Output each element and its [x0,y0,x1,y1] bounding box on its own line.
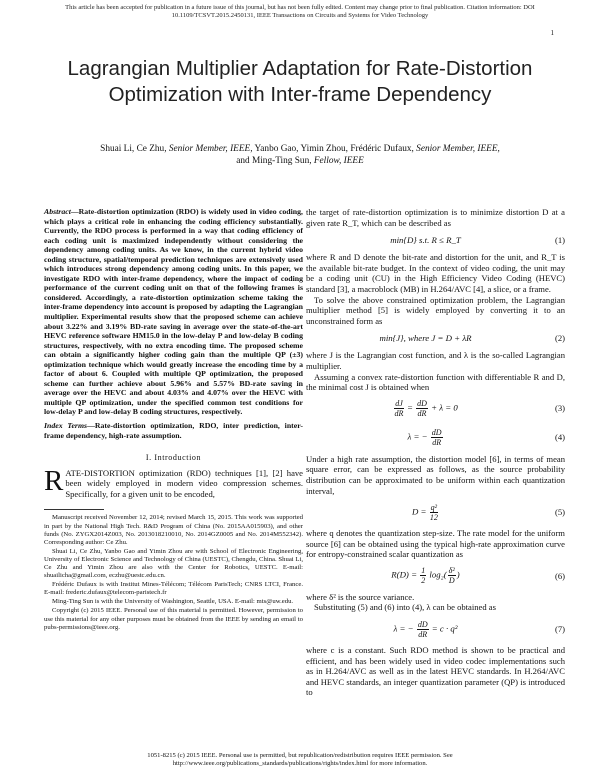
footnote: Ming-Ting Sun is with the University of Washington, Seattle, USA. E-mail: mts@uw.edu. [52,598,294,606]
equation-expression: min{D} s.t. R ≤ R_T [390,234,461,245]
equation-expression: $\frac{dJ}{dR}$ = $\frac{dD}{dR}$ + λ = 0 [394,399,458,419]
author-role-3: Fellow, IEEE [313,156,364,166]
equation-expression: min{J}, where J = D + λR [379,333,472,344]
equation-1 [306,231,565,249]
equation-number: (1) [554,234,565,245]
author-role-2: Senior Member, IEEE, [416,144,500,154]
footnote-rule [44,509,104,510]
equation-3 [306,396,565,422]
footnote: Shuai Li, Ce Zhu, Yanbo Gao and Yimin Zhou are with School of Electronic Engineering, University of Electronic Science and Technology of China (UESTC), Chengdu, China. Shuai Li, Ce Zhu and Yimin Zhou are also with the Center for Robotics, UESTC. E-mail: shuailicha@gmail.com, eczhu@uestc.edu.cn. [44,547,303,580]
introduction-text: ATE-DISTORTION optimization (RDO) techniques [1], [2] have been widely employed in modern video compression schemes. Specifically, for a given unit to be encoded, [65,467,303,499]
index-terms [44,421,303,440]
abstract [44,207,303,417]
copyright-footer: 1051-8215 (c) 2015 IEEE. Personal use is permitted, but republication/redistribution requires IEEE permission. See http://www.ieee.org/publications_standards/publications/rights/index.html for more information. [147,752,453,767]
right-column [306,207,565,698]
author-names-3: and Ming-Ting Sun, [236,156,312,166]
page-number: 1 [550,29,554,37]
introduction-paragraph [44,464,303,500]
equation-4 [306,425,565,451]
equation-2 [306,329,565,347]
abstract-label: Abstract [44,207,71,216]
section-heading-introduction: I. Introduction [145,453,202,463]
author-role-1: Senior Member, IEEE, [168,144,253,154]
paragraph: where q denotes the quantization step-size. The rate model for the uniform source [6] can be obtained using the typical high-rate approximation curve for entropy-constrained scalar quantization as [306,528,565,560]
left-column [44,207,303,633]
paragraph: Under a high rate assumption, the distortion model [6], in terms of mean square error, can be expressed as follows, as the source probability distribution can be approximated to be uniform within each quantization interval, [306,453,565,496]
paragraph: To solve the above constrained optimization problem, the Lagrangian multiplier method [5] is widely employed by converting it to an unconstrained form as [306,294,565,326]
author-names-2: Yanbo Gao, Yimin Zhou, Frédéric Dufaux, [254,144,414,154]
equation-expression: R(D) = $\frac{1}{2}$ log₂( $\frac{\text{δ²}}{D}$ ) [391,566,460,586]
equation-expression: λ = − $\frac{dD}{dR}$ = c · q² [393,619,458,639]
equation-7 [306,616,565,642]
equation-expression: D = $\frac{\text{q²}}{12}$ [411,502,438,522]
equation-number: (3) [554,403,565,414]
equation-number: (4) [554,432,565,443]
paper-title: Lagrangian Multiplier Adaptation for Rate-Distortion Optimization with Inter-frame Dependency [67,57,533,106]
equation-number: (2) [554,333,565,344]
author-list [60,143,540,167]
abstract-text: —Rate-distortion optimization (RDO) is widely used in video coding, which plays a critical role in enhancing the coding efficiency substantially. Currently, the RDO process is performed in a way that coding efficiency of each coding unit is maximized independently without considering the dependency among coding units. As we know, in the current hybrid video coding structure, spatial/temporal prediction techniques are extensively used which introduces strong dependency among coding units. In this paper, we investigate RDO with inter-frame dependency, where the impact of coding performance of the current coding unit on that of the following frames is considered. Accordingly, a rate-distortion optimization scheme taking the inter-frame dependency into account is proposed by adapting the Lagrangian multiplier. Experimental results show that the proposed scheme can achieve about 3.22% and 3.19% BD-rate saving in average over the state-of-the-art HEVC reference software HM15.0 in the low-delay P and low-delay B coding structures, respectively, with no extra encoding time. The proposed scheme can obtain a significantly higher coding gain than the multiple QP (±3) optimization technique which would greatly increase the encoding time by a factor of about 6. Coupled with multiple QP optimization, the proposed scheme can further achieve about 5.96% and 5.57% BD-rate saving in average over the HEVC and about 4.03% and 4.07% over the HEVC with multiple QP optimization, under the specified common test conditions for low-delay P and low-delay B coding structures, respectively. [44,207,303,417]
index-terms-text: —Rate-distortion optimization, RDO, inter prediction, inter-frame dependency, high-rate assumption. [44,421,304,440]
drop-cap: R [44,464,64,497]
publication-notice: This article has been accepted for publication in a future issue of this journal, but has not been fully edited. Content may change prior to final publication. Citation information: DOI 10.1109/TCSVT.2015.2450131, IEEE Transactions on Circuits and Systems for Video Technology [65,4,535,19]
equation-number: (7) [554,623,565,634]
paragraph: Assuming a convex rate-distortion function with differentiable R and D, the minimal cost J is obtained when [306,371,565,393]
paragraph: where J is the Lagrangian cost function, and λ is the so-called Lagrangian multiplier. [306,350,565,371]
equation-number: (6) [554,570,565,581]
paragraph: the target of rate-distortion optimization is to minimize distortion D at a given rate R_T, which can be described as [306,207,565,228]
paragraph: where δ² is the source variance. [306,591,415,602]
footnotes [44,514,303,631]
index-terms-label: Index Terms [44,421,88,431]
author-names-1: Shuai Li, Ce Zhu, [100,144,167,154]
equation-expression: λ = − $\frac{dD}{dR}$ [407,428,442,448]
equation-number: (5) [554,506,565,517]
footnote: Copyright (c) 2015 IEEE. Personal use of this material is permitted. However, permission to use this material for any other purposes must be obtained from the IEEE by sending an email to pubs-permissions@ieee.org. [44,607,303,631]
equation-6 [306,563,565,589]
footnote: Frédéric Dufaux is with Institut Mines-Télécom; Télécom ParisTech; CNRS LTCI, France. E-mail: frederic.dufaux@telecom-paristech.fr [44,581,303,597]
paragraph: where R and D denote the bit-rate and distortion for the unit, and R_T is the available bit-rate budget. In the context of video coding, the unit may be a coding unit (CU) in the High Efficiency Video Coding (HEVC) standard [3], a macroblock (MB) in H.264/AVC [4], a slice, or a frame. [306,252,565,294]
footnote: Manuscript received November 12, 2014; revised March 15, 2015. This work was supported in part by the National High Tech. R&D Program of China (No. 2015AA015903), and other funds (No. ZYGX2014Z003, No. 2013018210010, No. 2014GZ0005 and No. 2014M552342). Corresponding author: Ce Zhu. [44,514,303,546]
equation-5 [306,499,565,525]
paragraph: Substituting (5) and (6) into (4), λ can be obtained as [314,602,496,613]
paragraph: where c is a constant. Such RDO method is shown to be practical and efficient, and has been widely used in video codec implementations such as in H.264/AVC as well as in the latest HEVC standards. In H.264/AVC and HEVC standards, an integer quantization parameter (QP) is introduced to [306,645,565,698]
